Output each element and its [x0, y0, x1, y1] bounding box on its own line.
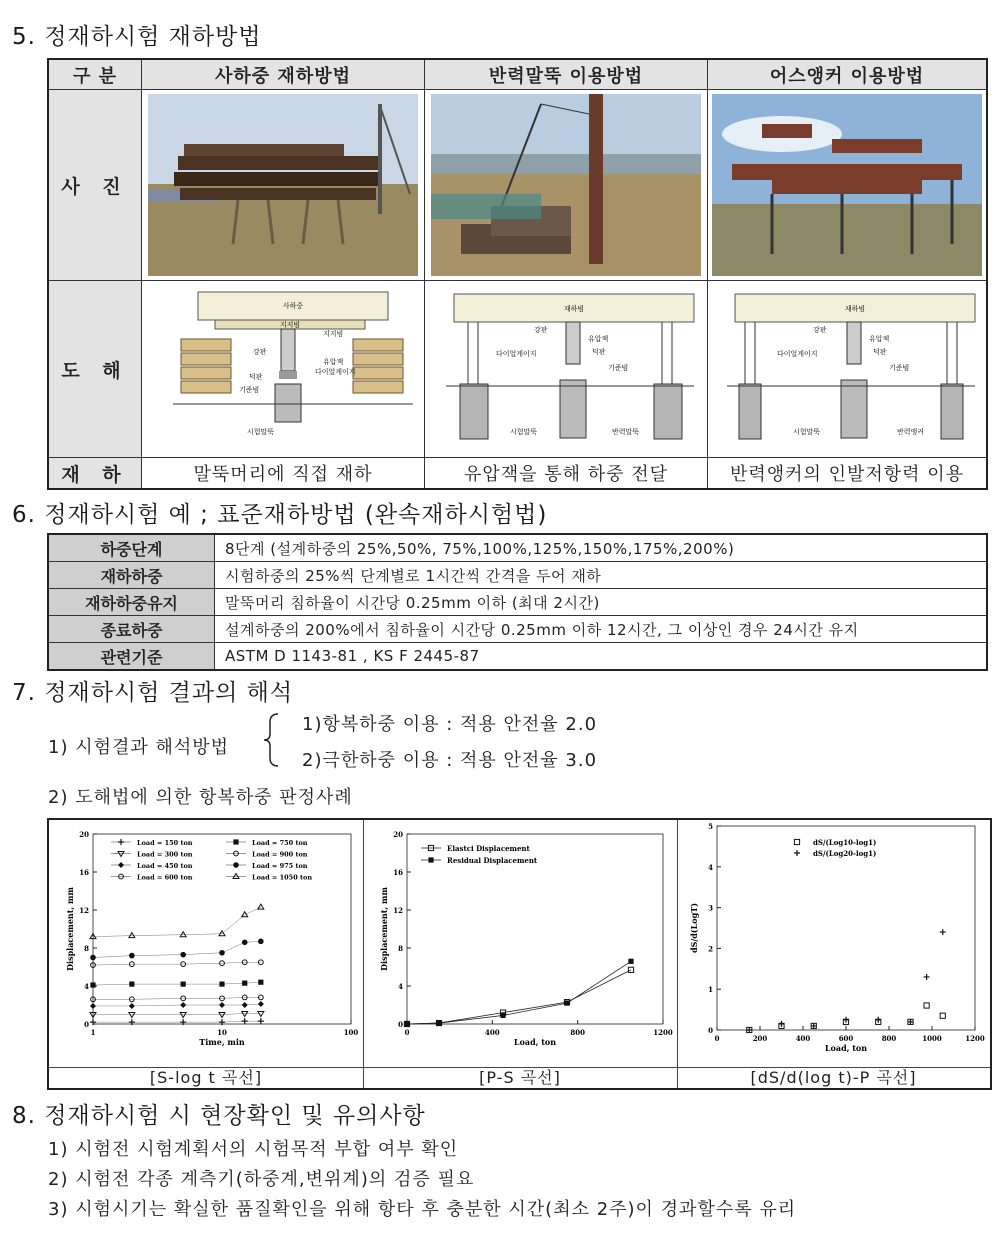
diag2-beam-label: 재하빔: [563, 305, 585, 313]
data-point: [129, 933, 135, 938]
series-line: [93, 1021, 261, 1022]
legend-marker: [794, 839, 799, 844]
legend-marker: [428, 857, 433, 862]
diag3-label-7: 반력앵커: [897, 428, 925, 436]
x-axis-label: Load, ton: [824, 1043, 868, 1053]
data-point: [181, 982, 186, 987]
diag3-label-2: 유압잭: [869, 335, 890, 343]
row-key: 재하하중: [48, 562, 215, 589]
legend-label: Residual Displacement: [447, 856, 538, 865]
row-key: 종료하중: [48, 616, 215, 643]
y-tick-label: 4: [708, 862, 713, 872]
x-tick-label: 0: [714, 1034, 720, 1043]
x-tick-label: 100: [343, 1028, 359, 1037]
diag2-label-1: 강판: [534, 326, 548, 334]
diag2-label-6: 시험말뚝: [510, 428, 538, 436]
data-point: [258, 939, 264, 945]
diag2-label-3: 다이얼게이지: [496, 350, 537, 358]
header-dead-load: 사하중 재하방법: [142, 59, 425, 90]
y-tick-label: 4: [398, 982, 403, 991]
data-point: [404, 1021, 409, 1026]
x-axis-label: Load, ton: [513, 1037, 557, 1047]
data-point: [258, 1001, 264, 1007]
legend-label: Load = 750 ton: [252, 839, 308, 847]
data-point: [242, 981, 247, 986]
y-tick-label: 8: [84, 944, 89, 953]
legend-marker: [794, 850, 800, 856]
x-tick-label: 0: [404, 1028, 410, 1037]
charts-panel: [47, 818, 992, 1090]
legend-label: Elastci Displacement: [447, 844, 530, 853]
series-line: [93, 962, 261, 965]
section-7-title: 7. 정재하시험 결과의 해석: [12, 680, 294, 706]
diag2-label-5: 기준빔: [608, 364, 629, 372]
row-label-diagram: 도 해: [48, 281, 142, 458]
data-point: [219, 950, 225, 956]
diag2-label-7: 반력말뚝: [612, 428, 640, 436]
y-tick-label: 12: [393, 906, 403, 915]
diagram-earth-anchor: [708, 281, 986, 457]
row-key: 관련기준: [48, 643, 215, 671]
x-tick-label: 400: [485, 1028, 500, 1037]
diag3-label-1: 강판: [813, 326, 827, 334]
data-point: [129, 1003, 135, 1009]
y-tick-label: 16: [79, 868, 89, 877]
header-earth-anchor: 어스앵커 이용방법: [708, 59, 988, 90]
diag1-beam-label: 지지빔: [279, 321, 301, 329]
data-point: [924, 1003, 929, 1008]
data-point: [924, 974, 930, 980]
data-point: [129, 982, 134, 987]
data-point: [242, 940, 248, 946]
series-line: [93, 982, 261, 985]
data-point: [258, 904, 264, 909]
check-item: 1) 시험전 시험계획서의 시험목적 부합 여부 확인: [48, 1139, 459, 1160]
legend-marker: [233, 874, 239, 879]
row-value: 설계하중의 200%에서 침하율이 시간당 0.25mm 이하 12시간, 그 이상인 경우 24시간 유지: [215, 616, 988, 643]
legend-marker: [118, 852, 124, 857]
diag1-label-6: 기준빔: [239, 386, 260, 394]
x-tick-label: 800: [570, 1028, 585, 1037]
data-point: [258, 1018, 264, 1024]
data-point: [940, 1013, 945, 1018]
header-category: 구 분: [48, 59, 142, 90]
x-axis-label: Time, min: [199, 1037, 245, 1047]
legend-label: Load = 975 ton: [252, 862, 308, 870]
data-point: [436, 1020, 441, 1025]
legend-label: Load = 300 ton: [137, 850, 193, 859]
diag3-label-5: 기준빔: [889, 364, 910, 372]
diag2-label-4: 덕판: [592, 348, 606, 356]
legend-label: Load = 150 ton: [137, 839, 193, 847]
data-point: [875, 1017, 881, 1023]
diag3-label-6: 시험말뚝: [793, 428, 821, 436]
diag1-top-label: 사하중: [282, 302, 304, 310]
y-tick-label: 12: [79, 906, 89, 915]
y-tick-label: 8: [398, 944, 403, 953]
standard-loading-table: [47, 533, 988, 671]
check-item: 2) 시험전 각종 계측기(하중계,변위계)의 검증 필요: [48, 1169, 475, 1190]
row-value: ASTM D 1143-81 , KS F 2445-87: [215, 643, 988, 671]
data-point: [746, 1027, 752, 1033]
diag3-beam-label: 재하빔: [844, 305, 866, 313]
diag3-label-3: 다이얼게이지: [777, 350, 818, 358]
data-point: [628, 959, 633, 964]
diag2-label-2: 유압잭: [588, 335, 609, 343]
diag3-label-4: 덕판: [873, 348, 887, 356]
x-tick-label: 400: [795, 1034, 811, 1043]
diagram-reaction-pile: [425, 281, 707, 457]
row-value: 시험하중의 25%씩 단계별로 1시간씩 간격을 두어 재하: [215, 562, 988, 589]
legend-label: Load = 1050 ton: [252, 873, 313, 882]
y-axis-label: Displacement, mm: [379, 887, 389, 971]
data-point: [843, 1017, 849, 1023]
legend-marker: [233, 862, 239, 868]
series-line: [407, 970, 631, 1024]
data-point: [242, 1002, 248, 1008]
data-point: [180, 1013, 186, 1018]
y-tick-label: 2: [708, 944, 713, 954]
check-item: 3) 시험시기는 확실한 품질확인을 위해 항타 후 충분한 시간(최소 2주)이 경과할수록 유리: [48, 1199, 797, 1220]
row-key: 하중단계: [48, 534, 215, 562]
data-point: [180, 932, 186, 937]
y-tick-label: 20: [393, 830, 403, 839]
legend-label: dS/(Log20-log1): [813, 849, 877, 858]
data-point: [219, 982, 224, 987]
data-point: [564, 1001, 569, 1006]
x-tick-label: 1: [90, 1028, 96, 1037]
diag1-label-4: 다이얼게이지: [315, 368, 356, 376]
brace-icon: [262, 712, 282, 768]
data-point: [940, 929, 946, 935]
diag1-label-7: 시험말뚝: [247, 428, 275, 436]
data-point: [219, 1013, 225, 1018]
legend-label: Load = 450 ton: [137, 862, 193, 870]
x-tick-label: 200: [752, 1034, 768, 1043]
section-5-title: 5. 정재하시험 재하방법: [12, 24, 262, 50]
y-tick-label: 0: [708, 1026, 713, 1035]
caption-p-s: [P-S 곡선]: [363, 1067, 678, 1088]
diag1-label-1: 지지빔: [323, 330, 344, 338]
diagram-dead-load: [142, 281, 424, 457]
legend-marker: [118, 839, 124, 845]
load-reaction-pile: 유압잭을 통해 하중 전달: [425, 458, 708, 490]
x-tick-label: 800: [881, 1034, 897, 1043]
ds-dlogt-chart: [677, 820, 990, 1068]
caption-s-log-t: [S-log t 곡선]: [49, 1067, 364, 1088]
y-tick-label: 0: [84, 1020, 89, 1029]
x-tick-label: 600: [838, 1034, 854, 1043]
y-tick-label: 20: [79, 830, 89, 839]
legend-marker: [233, 839, 238, 844]
legend-label: dS/(Log10-log1): [813, 838, 877, 847]
photo-reaction-pile: [425, 90, 707, 280]
row-value: 말뚝머리 침하율이 시간당 0.25mm 이하 (최대 2시간): [215, 589, 988, 616]
data-point: [219, 1002, 225, 1008]
row-label-load: 재 하: [48, 458, 142, 490]
load-dead-load: 말뚝머리에 직접 재하: [142, 458, 425, 490]
data-point: [500, 1013, 505, 1018]
row-value: 8단계 (설계하중의 25%,50%, 75%,100%,125%,150%,175%,200%): [215, 534, 988, 562]
diag1-label-3: 유압잭: [323, 358, 344, 366]
y-tick-label: 0: [398, 1020, 403, 1029]
data-point: [129, 953, 135, 959]
s-log-t-chart: [49, 820, 363, 1068]
series-line: [93, 1004, 261, 1006]
graphical-method-item: 2) 도해법에 의한 항복하중 판정사례: [48, 787, 353, 808]
y-tick-label: 5: [708, 822, 713, 831]
header-reaction-pile: 반력말뚝 이용방법: [425, 59, 708, 90]
y-tick-label: 1: [708, 985, 713, 995]
series-line: [93, 1014, 261, 1015]
y-axis-label: Displacement, mm: [65, 887, 75, 971]
data-point: [242, 1018, 248, 1024]
loading-method-table: [47, 58, 988, 490]
photo-earth-anchor: [708, 90, 986, 280]
data-point: [242, 912, 248, 917]
y-axis-label: dS/d(LogT): [689, 903, 699, 953]
p-s-chart: [363, 820, 677, 1068]
data-point: [628, 967, 633, 972]
legend-label: Load = 600 ton: [137, 873, 193, 882]
x-tick-label: 1200: [653, 1028, 673, 1037]
brace-option-yield: 1)항복하중 이용 : 적용 안전율 2.0: [302, 714, 598, 735]
data-point: [180, 1002, 186, 1008]
data-point: [779, 1021, 785, 1027]
row-key: 재하하중유지: [48, 589, 215, 616]
data-point: [90, 955, 96, 961]
data-point: [180, 952, 186, 958]
diag1-label-2: 강판: [253, 348, 267, 356]
analysis-method-item: 1) 시험결과 해석방법: [48, 737, 230, 758]
caption-ds-dlogt: [dS/d(log t)-P 곡선]: [677, 1067, 990, 1088]
y-tick-label: 3: [708, 903, 713, 913]
x-tick-label: 1200: [965, 1034, 985, 1043]
y-tick-label: 4: [84, 982, 89, 991]
legend-marker: [118, 862, 124, 868]
data-point: [258, 980, 263, 985]
series-line: [407, 961, 631, 1024]
y-tick-label: 16: [393, 868, 403, 877]
x-tick-label: 1000: [922, 1034, 942, 1043]
series-line: [93, 997, 261, 999]
load-earth-anchor: 반력앵커의 인발저항력 이용: [708, 458, 988, 490]
series-line: [93, 907, 261, 936]
data-point: [242, 1012, 248, 1017]
x-tick-label: 10: [217, 1028, 227, 1037]
data-point: [219, 931, 225, 936]
section-6-title: 6. 정재하시험 예 ; 표준재하방법 (완속재하시험법): [12, 502, 548, 528]
legend-label: Load = 900 ton: [252, 850, 308, 859]
section-8-title: 8. 정재하시험 시 현장확인 및 유의사항: [12, 1103, 426, 1129]
data-point: [90, 982, 95, 987]
series-line: [93, 941, 261, 957]
brace-option-ultimate: 2)극한하중 이용 : 적용 안전율 3.0: [302, 750, 598, 771]
photo-dead-load: [142, 90, 424, 280]
row-label-photo: 사 진: [48, 90, 142, 281]
diag1-label-5: 덕판: [249, 373, 263, 381]
data-point: [258, 1012, 264, 1017]
data-point: [90, 1003, 96, 1009]
data-point: [129, 1013, 135, 1018]
